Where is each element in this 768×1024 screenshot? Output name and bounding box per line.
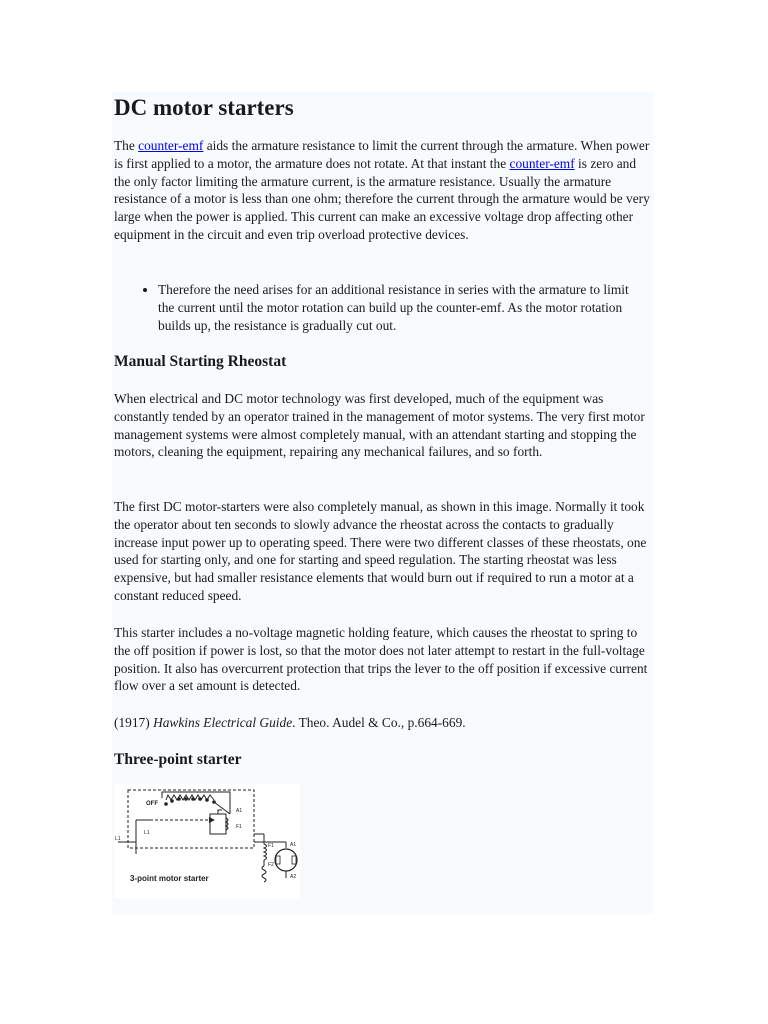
reference-citation: (1917) Hawkins Electrical Guide. Theo. Audel & Co., p.664-669.	[114, 715, 466, 730]
manual-paragraph-2: The first DC motor-starters were also completely manual, as shown in this image. Normally it took the operator about ten seconds to slowly advance the rheostat across the contacts to gradually increase input power up to operating speed. There were two different classes of these rheostats, one used for starting only, and one for starting and speed regulation. The starting rheostat was less expensive, but had smaller resistance elements that would burn out if required to run a motor at a constant reduced speed.	[114, 499, 647, 603]
counter-emf-link-2[interactable]: counter-emf	[509, 155, 575, 171]
enclosure-outline	[128, 790, 254, 848]
page-title: DC motor starters	[114, 95, 294, 120]
svg-text:A1: A1	[290, 842, 297, 848]
manual-paragraph-1: When electrical and DC motor technology was first developed, much of the equipment was constantly tended by an operator trained in the management of motor systems. The very first motor management systems were almost completely manual, with an attendant starting and stopping the motors, cleaning the equipment, repairing any mechanical failures, and so forth.	[114, 391, 645, 460]
svg-text:A1: A1	[236, 808, 243, 814]
section-heading-three-point: Three-point starter	[114, 751, 242, 768]
off-label: OFF	[146, 801, 158, 807]
counter-emf-link[interactable]: counter-emf	[138, 138, 204, 153]
svg-text:A2: A2	[290, 874, 297, 880]
svg-text:F1: F1	[236, 824, 242, 830]
manual-paragraph-3: This starter includes a no-voltage magnetic holding feature, which causes the rheostat to spring to the off position if power is lost, so that the motor does not later attempt to restart in the full-voltage position. It also has overcurrent protection that trips the lever to the off position if excessive current flow over a set amount is detected.	[114, 625, 648, 694]
figure-caption: 3-point motor starter	[130, 874, 209, 883]
svg-text:L1: L1	[115, 836, 121, 842]
top-wire	[162, 792, 230, 814]
bullet-list	[114, 281, 648, 334]
reference-title: Hawkins Electrical Guide	[153, 715, 293, 730]
rheostat-resistor	[166, 795, 214, 800]
list-item: • Therefore the need arises for an additional resistance in series with the armature to limit the current until the motor rotation can build up the counter-emf. As the motor rotation builds up, the resistance is gradually cut out.	[158, 281, 648, 334]
three-point-starter-diagram	[114, 784, 300, 898]
intro-paragraph: The counter-emf aids the armature resistance to limit the current through the armature. When power is first applied to a motor, the armature does not rotate. At that instant the counter-emf is zero and the only factor limiting the armature current, is the armature resistance. Usually the armature resistance of a motor is less than one ohm; therefore the current through the armature would be very large when the power is applied. This current can make an excessive voltage drop affecting other equipment in the circuit and even trip overload protective devices.	[114, 138, 650, 242]
shunt-field-coil	[264, 844, 267, 860]
svg-text:F2: F2	[268, 862, 274, 868]
svg-text:F1: F1	[268, 843, 274, 849]
svg-text:L1: L1	[144, 830, 150, 836]
holding-coil	[210, 814, 226, 834]
section-heading-manual: Manual Starting Rheostat	[114, 353, 287, 370]
